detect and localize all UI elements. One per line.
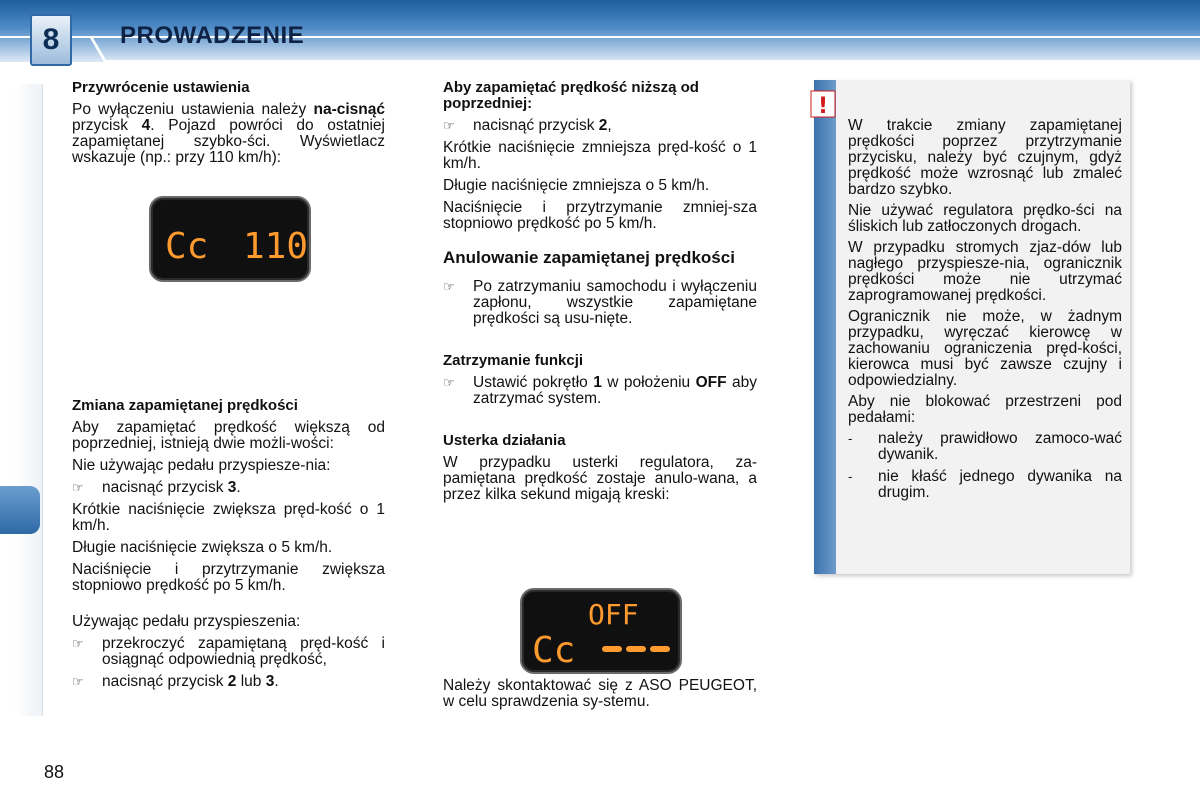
cruise-display-110: [149, 196, 311, 282]
list-item: ☞ Ustawić pokrętło 1 w położeniu OFF aby zatrzymać system.: [443, 374, 757, 407]
display-speed-value: 110: [243, 226, 309, 267]
list-item: ☞ nacisnąć przycisk 3.: [72, 479, 241, 496]
heading-change-speed: Zmiana zapamiętanej prędkości: [72, 397, 298, 414]
warning-paragraph: Ogranicznik nie może, w żadnym przypadku, wyręczać kierowcę w zachowaniu ograniczenia pręd-kości, kierowca musi być zawsze czujny i odpowiedzialny.: [848, 308, 1122, 389]
cruise-display-off: [520, 588, 682, 674]
blinking-dash: [650, 646, 670, 652]
page-header: [0, 0, 1200, 62]
hand-pointer-icon: ☞: [443, 375, 455, 390]
svg-text:!: !: [817, 94, 829, 118]
list-item: ☞ nacisnąć przycisk 2,: [443, 117, 612, 134]
paragraph-long-press: Długie naciśnięcie zwiększa o 5 km/h.: [72, 539, 333, 556]
hand-pointer-icon: ☞: [72, 636, 84, 651]
page-number: 88: [44, 762, 65, 782]
heading-malfunction: Usterka działania: [443, 432, 566, 449]
paragraph-restore: Po wyłączeniu ustawienia należy na-cisnąć przycisk 4. Pojazd powróci do ostatniej zapamiętanej szybko-ści. Wyświetlacz wskazuje (np.: przy 110 km/h):: [72, 101, 385, 166]
list-item: ☞ nacisnąć przycisk 2 lub 3.: [72, 673, 279, 690]
hand-pointer-icon: ☞: [443, 118, 455, 133]
warning-paragraph: Nie używać regulatora prędko-ści na śliskich lub zatłoczonych drogach.: [848, 202, 1122, 235]
list-item: - nie kłaść jednego dywanika na drugim.: [848, 468, 1122, 501]
paragraph-hold-press: Naciśnięcie i przytrzymanie zwiększa stopniowo prędkość po 5 km/h.: [72, 561, 385, 594]
display-digits: [522, 590, 680, 672]
column-1: [72, 80, 385, 696]
page-side-rail: [14, 84, 43, 716]
warning-strip: [814, 80, 836, 574]
list-item: ☞ przekroczyć zapamiętaną pręd-kość i osiągnąć odpowiednią prędkość,: [72, 635, 385, 668]
chapter-side-tab: [0, 486, 40, 534]
heading-lower-speed: Aby zapamiętać prędkość niższą od poprzedniej:: [443, 79, 699, 112]
warning-paragraph: W trakcie zmiany zapamiętanej prędkości poprzez przytrzymanie przycisku, należy być czujnym, gdyż prędkość może wzrosnąć lub zmaleć bardzo szybko.: [848, 117, 1122, 198]
hand-pointer-icon: ☞: [72, 480, 84, 495]
chapter-number: 8: [42, 23, 60, 56]
hand-pointer-icon: ☞: [72, 674, 84, 689]
paragraph-with-pedal: Używając pedału przyspieszenia:: [72, 613, 301, 630]
dash-marker: -: [848, 431, 853, 446]
section-title: PROWADZENIE: [120, 22, 305, 49]
warning-paragraph: W przypadku stromych zjaz-dów lub nagłego przyspiesze-nia, ogranicznik prędkości może nie utrzymać zaprogramowanej prędkości.: [848, 239, 1122, 304]
dash-marker: -: [848, 469, 853, 484]
list-item: ☞ Po zatrzymaniu samochodu i wyłączeniu zapłonu, wszystkie zapamiętane prędkości są usu-nięte.: [443, 278, 757, 327]
paragraph-malfunction: W przypadku usterki regulatora, za-pamiętana prędkość zostaje anulo-wana, a przez kilka sekund migają kreski:: [443, 454, 757, 503]
blinking-dash: [626, 646, 646, 652]
heading-cancel-speed: Anulowanie zapamiętanej prędkości: [443, 248, 735, 267]
blinking-dash: [602, 646, 622, 652]
paragraph-hold-decrease: Naciśnięcie i przytrzymanie zmniej-sza stopniowo prędkość po 5 km/h.: [443, 199, 757, 232]
column-2: [443, 79, 757, 710]
warning-icon: [810, 90, 836, 118]
warning-paragraph: Aby nie blokować przestrzeni pod pedałami:: [848, 393, 1122, 426]
paragraph-short-press: Krótkie naciśnięcie zwiększa pręd-kość o 1 km/h.: [72, 501, 385, 534]
hand-pointer-icon: ☞: [443, 279, 455, 294]
paragraph-no-pedal: Nie używając pedału przyspiesze-nia:: [72, 457, 331, 474]
paragraph-short-press-decrease: Krótkie naciśnięcie zmniejsza pręd-kość o 1 km/h.: [443, 139, 757, 172]
display-off-text: OFF: [588, 598, 639, 631]
display-cc-label: Cc: [532, 630, 576, 671]
heading-restore-setting: Przywrócenie ustawienia: [72, 79, 250, 96]
list-item: - należy prawidłowo zamoco-wać dywanik.: [848, 430, 1122, 463]
chapter-number-badge: [30, 14, 72, 66]
paragraph-increase-intro: Aby zapamiętać prędkość większą od poprzedniej, istnieją dwie możli-wości:: [72, 419, 385, 452]
warning-text: [848, 118, 1122, 507]
paragraph-long-press-decrease: Długie naciśnięcie zmniejsza o 5 km/h.: [443, 177, 710, 194]
heading-stop-function: Zatrzymanie funkcji: [443, 352, 584, 369]
display-digits: [151, 198, 309, 280]
display-cc-label: Cc: [165, 226, 209, 267]
paragraph-contact-aso: Należy skontaktować się z ASO PEUGEOT, w celu sprawdzenia sy-stemu.: [443, 677, 757, 710]
warning-panel: [814, 80, 1130, 574]
